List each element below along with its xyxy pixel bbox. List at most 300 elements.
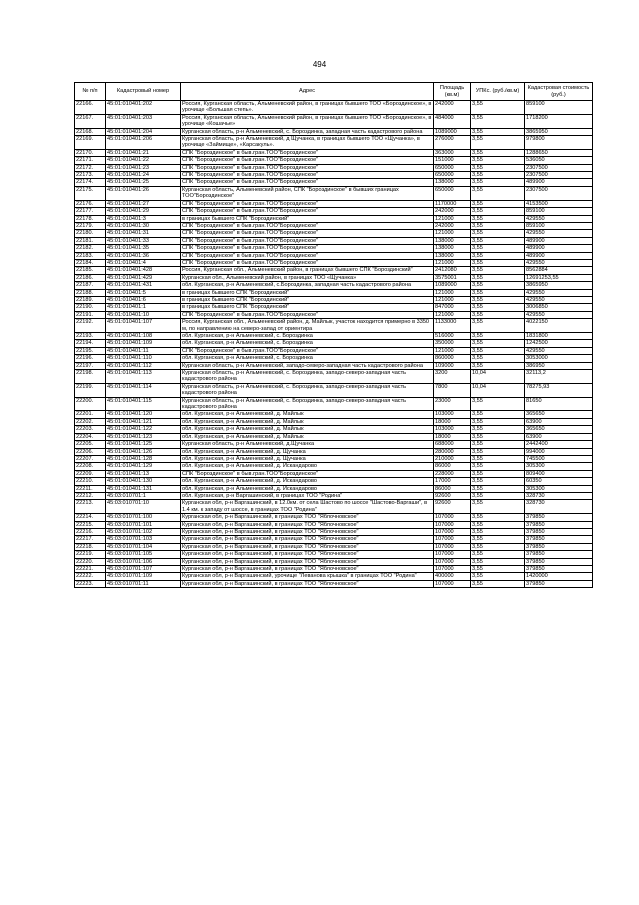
row-number-cell: 22212. <box>75 492 106 499</box>
cadastral-value-cell: 379850 <box>525 514 593 521</box>
area-cell: 121000 <box>434 289 471 296</box>
cadastral-value-cell: 429550 <box>525 311 593 318</box>
area-cell: 107000 <box>434 514 471 521</box>
cadastral-value-cell: 2307500 <box>525 172 593 179</box>
rate-cell: 3,55 <box>471 362 525 369</box>
cadastral-number-cell: 45:03:010701:104 <box>106 543 181 550</box>
cadastral-value-cell: 365650 <box>525 426 593 433</box>
table-row <box>75 347 593 354</box>
row-number-cell: 22205. <box>75 441 106 448</box>
area-cell: 86000 <box>434 485 471 492</box>
cadastral-number-cell: 45:03:010701:107 <box>106 566 181 573</box>
table-row <box>75 485 593 492</box>
address-cell: в границах бывшего СПК "Бороздинский" <box>181 215 434 222</box>
header-area: Площадь (кв.м) <box>434 83 471 101</box>
cadastral-value-cell: 379850 <box>525 543 593 550</box>
cadastral-number-cell: 45:01:010401:25 <box>106 179 181 186</box>
rate-cell: 3,55 <box>471 536 525 543</box>
address-cell: Курганская обл, р-н Варгашинский, в границах ТОО "Яблочновское" <box>181 580 434 587</box>
address-cell: СПК "Бороздинское" в быв.гран.ТОО"Бороздинское" <box>181 222 434 229</box>
rate-cell: 3,55 <box>471 441 525 448</box>
cadastral-value-cell: 379850 <box>525 551 593 558</box>
table-row <box>75 418 593 425</box>
cadastral-number-cell: 45:01:010401:428 <box>106 267 181 274</box>
area-cell: 107000 <box>434 521 471 528</box>
address-cell: Курганская область, р-н Альменевский, д Щучанка, в границах бывшего ТОО «Щучанка», в урочище «Займище», «Карсакуль». <box>181 136 434 150</box>
table-row <box>75 558 593 565</box>
cadastral-number-cell: 45:01:010401:109 <box>106 340 181 347</box>
cadastral-value-cell: 63900 <box>525 418 593 425</box>
rate-cell: 3,55 <box>471 311 525 318</box>
address-cell: СПК "Бороздинское" в быв.гран.ТОО"Бороздинское" <box>181 311 434 318</box>
rate-cell: 3,55 <box>471 521 525 528</box>
cadastral-number-cell: 45:01:010401:125 <box>106 441 181 448</box>
cadastral-value-cell: 379850 <box>525 566 593 573</box>
table-row <box>75 296 593 303</box>
rate-cell: 10,04 <box>471 383 525 397</box>
row-number-cell: 22197. <box>75 362 106 369</box>
address-cell: Курганская область, р-н Альменевский, с. Бороздинка, западо-северо-западная часть кадастрового района <box>181 370 434 384</box>
rate-cell: 3,55 <box>471 492 525 499</box>
table-row <box>75 492 593 499</box>
area-cell: 92600 <box>434 500 471 514</box>
address-cell: Россия, Курганская область, Альменевский район, в границах бывшего ТОО «Бороздинское», в урочище «Кошачье» <box>181 114 434 128</box>
address-cell: СПК "Бороздинское" в быв.гран.ТОО"Бороздинское" <box>181 470 434 477</box>
cadastral-value-cell: 32113,2 <box>525 370 593 384</box>
table-row <box>75 222 593 229</box>
cadastral-value-cell: 1718200 <box>525 114 593 128</box>
area-cell: 228000 <box>434 470 471 477</box>
rate-cell: 3,55 <box>471 319 525 333</box>
cadastral-number-cell: 45:01:010401:131 <box>106 485 181 492</box>
table-row <box>75 200 593 207</box>
cadastral-value-cell: 2307500 <box>525 164 593 171</box>
address-cell: Курганская обл, р-н Варгашинский, в границах ТОО "Яблочновское" <box>181 558 434 565</box>
row-number-cell: 22217. <box>75 536 106 543</box>
cadastral-number-cell: 45:01:010401:107 <box>106 319 181 333</box>
area-cell: 1089000 <box>434 128 471 135</box>
address-cell: обл. Курганская, р-н Альменевский, д. Искандарово <box>181 485 434 492</box>
table-row <box>75 237 593 244</box>
rate-cell: 3,55 <box>471 172 525 179</box>
rate-cell: 3,55 <box>471 500 525 514</box>
row-number-cell: 22172. <box>75 164 106 171</box>
area-cell: 121000 <box>434 347 471 354</box>
area-cell: 400000 <box>434 573 471 580</box>
cadastral-number-cell: 45:01:010401:35 <box>106 245 181 252</box>
cadastral-value-cell: 379850 <box>525 580 593 587</box>
area-cell: 107000 <box>434 558 471 565</box>
rate-cell: 3,55 <box>471 304 525 311</box>
rate-cell: 3,55 <box>471 274 525 281</box>
cadastral-number-cell: 45:03:010701:109 <box>106 573 181 580</box>
row-number-cell: 22186. <box>75 274 106 281</box>
cadastral-value-cell: 328730 <box>525 500 593 514</box>
table-row <box>75 274 593 281</box>
table-body <box>75 101 593 588</box>
area-cell: 138000 <box>434 252 471 259</box>
row-number-cell: 22176. <box>75 200 106 207</box>
cadastral-number-cell: 45:01:010401:126 <box>106 448 181 455</box>
row-number-cell: 22199. <box>75 383 106 397</box>
table-row <box>75 128 593 135</box>
area-cell: 103000 <box>434 426 471 433</box>
area-cell: 121000 <box>434 311 471 318</box>
cadastral-number-cell: 45:01:010401:128 <box>106 455 181 462</box>
rate-cell: 3,55 <box>471 136 525 150</box>
table-row <box>75 333 593 340</box>
rate-cell: 3,55 <box>471 514 525 521</box>
address-cell: СПК "Бороздинское" в быв.гран.ТОО"Бороздинское" <box>181 200 434 207</box>
table-row <box>75 179 593 186</box>
table-row <box>75 208 593 215</box>
area-cell: 276000 <box>434 136 471 150</box>
area-cell: 860000 <box>434 355 471 362</box>
cadastral-number-cell: 45:01:010401:27 <box>106 200 181 207</box>
cadastral-number-cell: 45:01:010401:13 <box>106 470 181 477</box>
row-number-cell: 22188. <box>75 289 106 296</box>
area-cell: 242000 <box>434 222 471 229</box>
cadastral-value-cell: 81650 <box>525 397 593 411</box>
address-cell: Россия, Курганская область, Альменевский район, в границах бывшего ТОО «Бороздинское», в урочище «Большая степь». <box>181 101 434 115</box>
address-cell: обл. Курганская, р-н Альменевский, д. Майлык <box>181 433 434 440</box>
area-cell: 103000 <box>434 411 471 418</box>
rate-cell: 3,55 <box>471 528 525 535</box>
row-number-cell: 22185. <box>75 267 106 274</box>
rate-cell: 3,55 <box>471 455 525 462</box>
cadastral-number-cell: 45:01:010401:10 <box>106 311 181 318</box>
table-row <box>75 551 593 558</box>
address-cell: обл. Курганская, р-н Альменевский, д. Щучанка <box>181 455 434 462</box>
cadastral-number-cell: 45:01:010401:110 <box>106 355 181 362</box>
table-row <box>75 319 593 333</box>
address-cell: СПК "Бороздинское" в быв.гран.ТОО"Бороздинское" <box>181 172 434 179</box>
area-cell: 86000 <box>434 463 471 470</box>
header-cadastral-number: Кадастровый номер <box>106 83 181 101</box>
table-row <box>75 267 593 274</box>
cadastral-number-cell: 45:03:010701:105 <box>106 551 181 558</box>
area-cell: 650000 <box>434 172 471 179</box>
cadastral-number-cell: 45:01:010401:108 <box>106 333 181 340</box>
address-cell: Курганская обл, р-н Варгашинский, в границах ТОО "Яблочновское" <box>181 521 434 528</box>
cadastral-number-cell: 45:01:010401:206 <box>106 136 181 150</box>
row-number-cell: 22209. <box>75 470 106 477</box>
cadastral-value-cell: 859100 <box>525 208 593 215</box>
address-cell: Курганская область, р-н Альменевский, д.Щучанка <box>181 441 434 448</box>
table-row <box>75 282 593 289</box>
address-cell: обл. Курганская, р-н Альменевский, д. Искандарово <box>181 478 434 485</box>
row-number-cell: 22190. <box>75 304 106 311</box>
table-row <box>75 114 593 128</box>
rate-cell: 3,55 <box>471 333 525 340</box>
rate-cell: 3,55 <box>471 101 525 115</box>
rate-cell: 3,55 <box>471 543 525 550</box>
rate-cell: 3,55 <box>471 222 525 229</box>
address-cell: в границах бывшего СПК "Бороздинский" <box>181 289 434 296</box>
header-rate: УПКс. (руб./кв.м) <box>471 83 525 101</box>
cadastral-number-cell: 45:01:010401:21 <box>106 149 181 156</box>
address-cell: Курганская область, р-н Альменевский, с. Бороздинка, западо-северо-западная часть кадастрового района <box>181 397 434 411</box>
cadastral-value-cell: 979800 <box>525 136 593 150</box>
table-row <box>75 289 593 296</box>
row-number-cell: 22189. <box>75 296 106 303</box>
row-number-cell: 22208. <box>75 463 106 470</box>
area-cell: 2412080 <box>434 267 471 274</box>
address-cell: Россия, Курганская обл., Альменевский район, д. Майлык, участок находится примерно в 3350 м, по направлению на северо-запад от ориентира <box>181 319 434 333</box>
row-number-cell: 22207. <box>75 455 106 462</box>
area-cell: 484000 <box>434 114 471 128</box>
row-number-cell: 22198. <box>75 370 106 384</box>
address-cell: Курганская обл, р-н Варгашинский, в границах ТОО "Яблочновское" <box>181 566 434 573</box>
area-cell: 1133000 <box>434 319 471 333</box>
area-cell: 847000 <box>434 304 471 311</box>
cadastral-number-cell: 45:01:010401:114 <box>106 383 181 397</box>
header-row <box>75 83 593 101</box>
area-cell: 138000 <box>434 179 471 186</box>
table-row <box>75 383 593 397</box>
rate-cell: 3,55 <box>471 282 525 289</box>
rate-cell: 3,55 <box>471 289 525 296</box>
row-number-cell: 22170. <box>75 149 106 156</box>
rate-cell: 3,55 <box>471 573 525 580</box>
rate-cell: 10,04 <box>471 370 525 384</box>
cadastral-value-cell: 1420000 <box>525 573 593 580</box>
rate-cell: 3,55 <box>471 200 525 207</box>
header-row-number: № п/п <box>75 83 106 101</box>
area-cell: 210000 <box>434 455 471 462</box>
area-cell: 3200 <box>434 370 471 384</box>
rate-cell: 3,55 <box>471 448 525 455</box>
table-row <box>75 470 593 477</box>
address-cell: обл. Курганская, р-н Альменевский, с. Бороздинка <box>181 333 434 340</box>
cadastral-value-cell: 3865950 <box>525 282 593 289</box>
address-cell: СПК "Бороздинское" в быв.гран.ТОО"Бороздинское" <box>181 237 434 244</box>
area-cell: 17000 <box>434 478 471 485</box>
cadastral-number-cell: 45:01:010401:429 <box>106 274 181 281</box>
area-cell: 121000 <box>434 259 471 266</box>
area-cell: 151000 <box>434 157 471 164</box>
page-number: 494 <box>312 60 327 69</box>
row-number-cell: 22194. <box>75 340 106 347</box>
row-number-cell: 22182. <box>75 245 106 252</box>
area-cell: 242000 <box>434 101 471 115</box>
table-row <box>75 164 593 171</box>
table-row <box>75 441 593 448</box>
row-number-cell: 22184. <box>75 259 106 266</box>
cadastral-number-cell: 45:03:010701:100 <box>106 514 181 521</box>
cadastral-value-cell: 78275,93 <box>525 383 593 397</box>
row-number-cell: 22171. <box>75 157 106 164</box>
table-row <box>75 149 593 156</box>
address-cell: Курганская обл, р-н Варгашинский, урочище "Леванова крышка" в границах ТОО "Родина" <box>181 573 434 580</box>
cadastral-number-cell: 45:01:010401:29 <box>106 208 181 215</box>
address-cell: СПК "Бороздинское" в быв.гран.ТОО"Бороздинское" <box>181 164 434 171</box>
address-cell: СПК "Бороздинское" в быв.гран.ТОО"Бороздинское" <box>181 347 434 354</box>
cadastral-number-cell: 45:01:010401:36 <box>106 252 181 259</box>
cadastral-value-cell: 379850 <box>525 558 593 565</box>
area-cell: 242000 <box>434 208 471 215</box>
table-row <box>75 252 593 259</box>
rate-cell: 3,55 <box>471 230 525 237</box>
address-cell: СПК "Бороздинское" в быв.гран.ТОО"Бороздинское" <box>181 259 434 266</box>
table-row <box>75 397 593 411</box>
row-number-cell: 22173. <box>75 172 106 179</box>
cadastral-number-cell: 45:03:010701:1 <box>106 492 181 499</box>
rate-cell: 3,55 <box>471 566 525 573</box>
table-row <box>75 426 593 433</box>
cadastral-number-cell: 45:01:010401:3 <box>106 215 181 222</box>
cadastral-number-cell: 45:01:010401:123 <box>106 433 181 440</box>
address-cell: Курганская область, р-н Альменевский, с. Бороздинка, западная часть кадастрового района <box>181 128 434 135</box>
address-cell: обл. Курганская, р-н Альменевский, д. Майлык <box>181 418 434 425</box>
rate-cell: 3,55 <box>471 259 525 266</box>
cadastral-value-cell: 63900 <box>525 433 593 440</box>
row-number-cell: 22191. <box>75 311 106 318</box>
cadastral-value-cell: 2442400 <box>525 441 593 448</box>
table-row <box>75 566 593 573</box>
cadastral-value-cell: 365650 <box>525 411 593 418</box>
address-cell: СПК "Бороздинское" в быв.гран.ТОО"Бороздинское" <box>181 179 434 186</box>
table-row <box>75 370 593 384</box>
address-cell: Курганская обл., Альменевский район, в границах ТОО «Щучанка» <box>181 274 434 281</box>
area-cell: 280000 <box>434 448 471 455</box>
table-row <box>75 433 593 440</box>
area-cell: 1089000 <box>434 282 471 289</box>
row-number-cell: 22216. <box>75 528 106 535</box>
rate-cell: 3,55 <box>471 128 525 135</box>
cadastral-number-cell: 45:01:010401:22 <box>106 157 181 164</box>
row-number-cell: 22220. <box>75 558 106 565</box>
cadastral-value-cell: 429550 <box>525 230 593 237</box>
rate-cell: 3,55 <box>471 478 525 485</box>
row-number-cell: 22201. <box>75 411 106 418</box>
cadastral-value-cell: 305300 <box>525 485 593 492</box>
row-number-cell: 22193. <box>75 333 106 340</box>
rate-cell: 3,55 <box>471 411 525 418</box>
area-cell: 109000 <box>434 362 471 369</box>
row-number-cell: 22202. <box>75 418 106 425</box>
row-number-cell: 22215. <box>75 521 106 528</box>
cadastral-number-cell: 45:01:010401:6 <box>106 296 181 303</box>
cadastral-value-cell: 429550 <box>525 259 593 266</box>
table-row <box>75 500 593 514</box>
table-row <box>75 536 593 543</box>
cadastral-number-cell: 45:01:010401:203 <box>106 114 181 128</box>
address-cell: в границах бывшего СПК "Бороздинский" <box>181 304 434 311</box>
row-number-cell: 22187. <box>75 282 106 289</box>
table-row <box>75 172 593 179</box>
row-number-cell: 22204. <box>75 433 106 440</box>
row-number-cell: 22219. <box>75 551 106 558</box>
address-cell: Россия, Курганская обл., Альменевский район, в границах бывшего СПК "Бороздинский" <box>181 267 434 274</box>
rate-cell: 3,55 <box>471 215 525 222</box>
cadastral-number-cell: 45:03:010701:103 <box>106 536 181 543</box>
address-cell: Курганская обл, р-н Варгашинский, в границах ТОО "Яблочновское" <box>181 543 434 550</box>
rate-cell: 3,55 <box>471 149 525 156</box>
rate-cell: 3,55 <box>471 463 525 470</box>
address-cell: СПК "Бороздинское" в быв.гран.ТОО"Бороздинское" <box>181 252 434 259</box>
area-cell: 18000 <box>434 433 471 440</box>
cadastral-value-cell: 994000 <box>525 448 593 455</box>
cadastral-value-cell: 429550 <box>525 296 593 303</box>
header-cadastral-value: Кадастровая стоимость (руб.) <box>525 83 593 101</box>
cadastral-value-cell: 429550 <box>525 347 593 354</box>
row-number-cell: 22210. <box>75 478 106 485</box>
cadastral-value-cell: 386950 <box>525 362 593 369</box>
row-number-cell: 22174. <box>75 179 106 186</box>
row-number-cell: 22178. <box>75 215 106 222</box>
table-row <box>75 514 593 521</box>
area-cell: 107000 <box>434 528 471 535</box>
cadastral-value-cell: 305300 <box>525 463 593 470</box>
cadastral-number-cell: 45:01:010401:1 <box>106 304 181 311</box>
cadastral-number-cell: 45:03:010701:102 <box>106 528 181 535</box>
row-number-cell: 22175. <box>75 186 106 200</box>
cadastral-value-cell: 4022150 <box>525 319 593 333</box>
cadastral-number-cell: 45:01:010401:431 <box>106 282 181 289</box>
rate-cell: 3,55 <box>471 164 525 171</box>
row-number-cell: 22196. <box>75 355 106 362</box>
address-cell: обл. Курганская, р-н Альменевский, д. Щучанка <box>181 448 434 455</box>
address-cell: СПК "Бороздинское" в быв.гран.ТОО"Бороздинское" <box>181 245 434 252</box>
cadastral-value-cell: 1242500 <box>525 340 593 347</box>
rate-cell: 3,55 <box>471 252 525 259</box>
row-number-cell: 22169. <box>75 136 106 150</box>
rate-cell: 3,55 <box>471 186 525 200</box>
table-row <box>75 543 593 550</box>
row-number-cell: 22222. <box>75 573 106 580</box>
row-number-cell: 22179. <box>75 222 106 229</box>
rate-cell: 3,55 <box>471 355 525 362</box>
cadastral-value-cell: 379850 <box>525 528 593 535</box>
area-cell: 92600 <box>434 492 471 499</box>
table-row <box>75 528 593 535</box>
rate-cell: 3,55 <box>471 245 525 252</box>
cadastral-value-cell: 1288650 <box>525 149 593 156</box>
rate-cell: 3,55 <box>471 267 525 274</box>
address-cell: Курганская обл, р-н Варгашинский, в границах ТОО "Яблочновское" <box>181 528 434 535</box>
rate-cell: 3,55 <box>471 418 525 425</box>
cadastral-value-cell: 809400 <box>525 470 593 477</box>
cadastral-value-cell: 859100 <box>525 101 593 115</box>
cadastral-number-cell: 45:03:010701:101 <box>106 521 181 528</box>
cadastral-value-cell: 3006850 <box>525 304 593 311</box>
rate-cell: 3,55 <box>471 157 525 164</box>
cadastral-number-cell: 45:01:010401:204 <box>106 128 181 135</box>
cadastral-table <box>74 82 593 588</box>
rate-cell: 3,55 <box>471 179 525 186</box>
address-cell: обл. Курганская, р-н Альменевский, д. Майлык <box>181 426 434 433</box>
address-cell: Курганская область, Альменевский район, СПК "Бороздинское" в бывших границах ТОО"Бороздинское" <box>181 186 434 200</box>
address-cell: Курганская обл, р-н Варгашинский, в границах ТОО "Яблочновское" <box>181 551 434 558</box>
cadastral-value-cell: 12691253,55 <box>525 274 593 281</box>
address-cell: обл. Курганская, р-н Альменевский, с. Бороздинка <box>181 340 434 347</box>
table-row <box>75 157 593 164</box>
cadastral-value-cell: 745500 <box>525 455 593 462</box>
cadastral-value-cell: 328730 <box>525 492 593 499</box>
table-row <box>75 573 593 580</box>
rate-cell: 3,55 <box>471 551 525 558</box>
cadastral-value-cell: 429550 <box>525 215 593 222</box>
rate-cell: 3,55 <box>471 580 525 587</box>
area-cell: 121000 <box>434 215 471 222</box>
cadastral-number-cell: 45:01:010401:11 <box>106 347 181 354</box>
address-cell: обл. Курганская, р-н Альменевский, с. Бороздинка <box>181 355 434 362</box>
area-cell: 3575001 <box>434 274 471 281</box>
address-cell: обл. Курганская, р-н Альменевский, с.Бороздинка, западная часть кадастрового района <box>181 282 434 289</box>
row-number-cell: 22200. <box>75 397 106 411</box>
row-number-cell: 22181. <box>75 237 106 244</box>
